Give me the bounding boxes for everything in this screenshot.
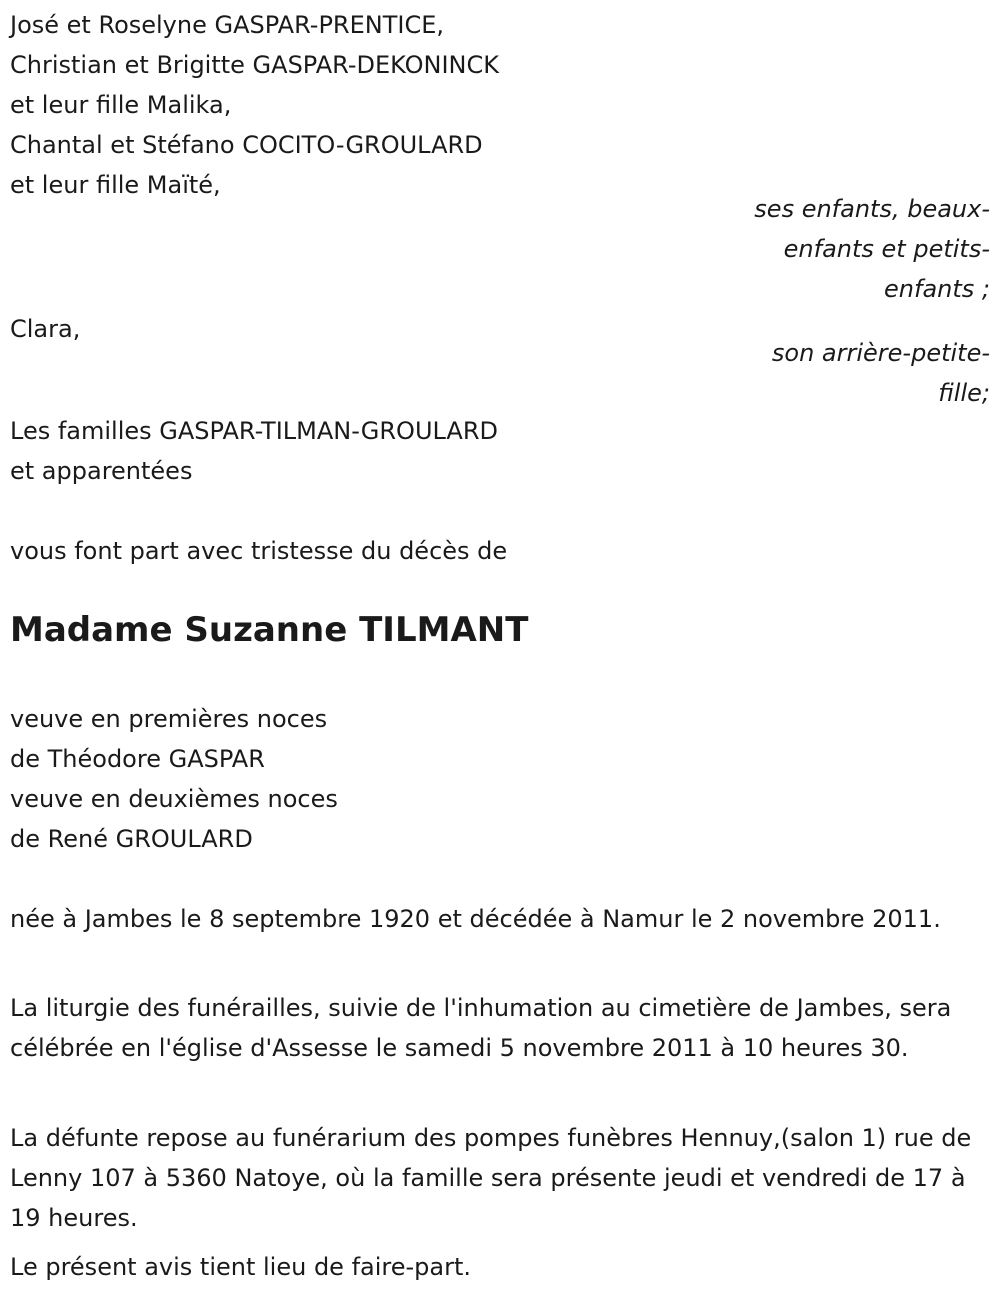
family-line-2: Christian et Brigitte GASPAR-DEKONINCK (10, 51, 499, 79)
families-line-1: Les familles GASPAR-TILMAN-GROULARD (10, 417, 499, 445)
liturgy-paragraph: La liturgie des funérailles, suivie de l'inhumation au cimetière de Jambes, sera célébrée en l'église d'Assesse le samedi 5 novembre 2011 à 10 heures 30. (10, 994, 952, 1062)
birth-death-paragraph: née à Jambes le 8 septembre 1920 et décédée à Namur le 2 novembre 2011. (10, 905, 941, 933)
rest-paragraph: La défunte repose au funérarium des pompes funèbres Hennuy,(salon 1) rue de Lenny 107 à 5360 Natoye, où la famille sera présente jeudi et vendredi de 17 à 19 heures. (10, 1124, 972, 1232)
family-line-5: et leur fille Maïté, (10, 171, 221, 199)
relation-children-line-3: enfants ; (884, 275, 990, 303)
widow-line-3: veuve en deuxièmes noces (10, 785, 338, 813)
family-line-1: José et Roselyne GASPAR-PRENTICE, (10, 11, 445, 39)
relation-greatgrandchild-line-2: fille; (938, 379, 990, 407)
widow-line-2: de Théodore GASPAR (10, 745, 265, 773)
notice-paragraph: Le présent avis tient lieu de faire-part. (10, 1253, 472, 1281)
widow-line-4: de René GROULARD (10, 825, 253, 853)
relation-children-line-1: ses enfants, beaux- (754, 195, 990, 223)
grandchild-name: Clara, (10, 315, 81, 343)
relation-children-line-2: enfants et petits- (783, 235, 990, 263)
family-line-3: et leur fille Malika, (10, 91, 232, 119)
widow-line-1: veuve en premières noces (10, 705, 328, 733)
family-line-4: Chantal et Stéfano COCITO-GROULARD (10, 131, 483, 159)
relation-greatgrandchild-line-1: son arrière-petite- (771, 339, 990, 367)
deceased-name: Madame Suzanne TILMANT (10, 610, 529, 650)
announcement-text: vous font part avec tristesse du décès de (10, 537, 508, 565)
families-line-2: et apparentées (10, 457, 193, 485)
